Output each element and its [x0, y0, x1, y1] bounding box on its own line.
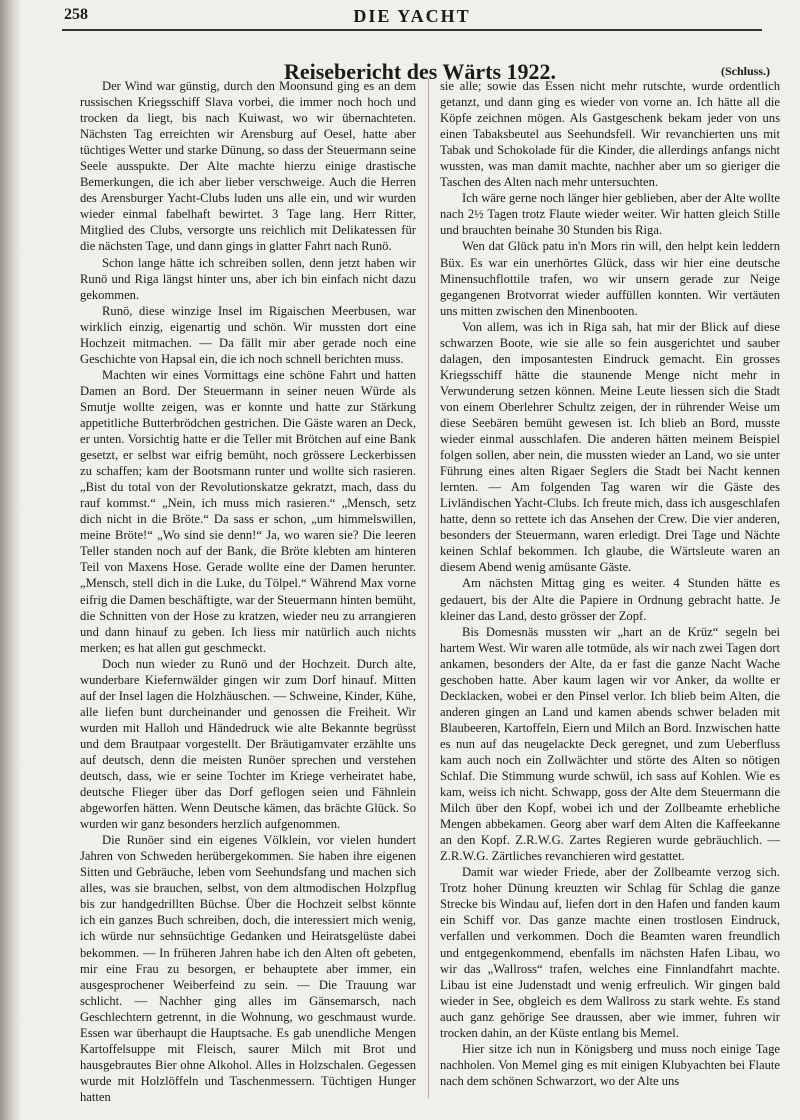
left-column [80, 78, 416, 1105]
paragraph: Wen dat Glück patu in'n Mors rin will, den helpt kein leddern Büx. Es war ein unerhörtes Glück, dass wir hier eine deutsche Minensuchflottile trafen, wo wir unsern gerade zur Neige gegangenen Brotvorrat wieder auffüllen konnten. Wir vertäuten uns mitten zwischen den Minenbooten. [440, 239, 780, 318]
paragraph: Hier sitze ich nun in Königsberg und muss noch einige Tage nachholen. Von Memel ging es mit einigen Klubyachten bei Flaute nach dem schönen Schwarzort, wo der Alte uns [440, 1041, 780, 1088]
paragraph: Der Wind war günstig, durch den Moonsund ging es an dem russischen Kriegsschiff Slava vorbei, die immer noch hoch und trocken da liegt, bis nach Kuiwast, wo wir übernachteten. Nächsten Tag erreichten wir Arensburg auf Oesel, hatte aber tüchtiges Wetter und starke Dünung, so dass der Steuermann seine Seele ausspukte. Der Alte machte hierzu einige drastische Bemerkungen, die ich aber lieber verschweige. Auch die Herren des Arensburger Yacht-Clubs luden uns alle ein, und wir wurden wieder einmal fabelhaft bewirtet. 3 Tage lang. Herr Ritter, Mitglied des Clubs, versorgte uns reichlich mit Delikatessen für die nächsten Tage, und dann gings in glatter Fahrt nach Runö. [80, 79, 416, 254]
page-spine-shadow [0, 0, 22, 1120]
paragraph: Damit war wieder Friede, aber der Zollbeamte verzog sich. Trotz hoher Dünung kreuzten wir Schlag für Schlag die ganze Strecke bis Windau auf, liefen dort in den Hafen und fanden kaum ein Schiff vor. Das ganze machte einen trostlosen Eindruck, verfallen und verkommen. Doch die Beamten waren freundlich und entgegenkommend, ebenfalls im nächsten Hafen Libau, wo wir das „Wallross“ trafen, welches eine Finnlandfahrt machte. Libau ist eine Judenstadt und wenig erfreulich. Wir gingen bald wieder in See, obgleich es dem Wallross zu stark wehte. Es stand auch ganz gehörige See draussen, aber wie immer, fuhren wir trocken dahin, an der Küste entlang bis Memel. [440, 865, 780, 1040]
article-title: Reisebericht des Wärts 1922. [283, 58, 557, 84]
paragraph: Schon lange hätte ich schreiben sollen, denn jetzt haben wir Runö und Riga längst hinter uns, aber ich bin einfach nicht dazu gekommen. [80, 255, 416, 302]
paragraph: Doch nun wieder zu Runö und der Hochzeit. Durch alte, wunderbare Kiefernwälder gingen wir zum Dorf hinauf. Mitten auf der Insel lagen die Holzhäuschen. — Schweine, Kinder, Kühe, alle liefen bunt durcheinander und genossen die Freiheit. Wir wurden mit Halloh und Händedruck wie alte Bekannte begrüsst und dem Brautpaar vorgestellt. Der Bräutigamvater erzählte uns auf deutsch, denn die meisten Runöer sprechen und verstehen deutsch, dass, wie er seine Tochter im Kriege verheiratet habe, deutsche Flieger über das Dorf geflogen seien und Fähnlein abgeworfen hätten. Wenn Deutsche kämen, das brächte Glück. So wurden wir ganz besonders herzlich aufgenommen. [80, 656, 416, 832]
paragraph: Von allem, was ich in Riga sah, hat mir der Blick auf diese schwarzen Boote, wie sie alle so fein ausgerichtet und sauber dalagen, den imposantesten Eindruck gemacht. Ein grosses Kriegsschiff hätte die staunende Menge nicht mehr in Verwunderung setzen können. Meine Leute liessen sich die Stadt von einem Oberlehrer Schultz zeigen, der in rührender Weise um diese Seebären bemüht gewesen ist. Ich blieb an Bord, musste wieder einmal ausschlafen. Die anderen hätten meinem Beispiel folgen sollen, aber nein, die mussten wieder an Land, wo sie unter Führung eines alten Rigaer Seglers die Stadt bei Nacht kennen lernten. — Am folgenden Tag waren wir die Gäste des Livländischen Yacht-Clubs. Ich freute mich, dass ich ausgeschlafen hatte, denn so rettete ich das Ansehen der Crew. Die vier anderen, besonders der Steuermann, waren erledigt. Drei Tage und Nächte keinen Schlaf bekommen. Ich glaube, die Wärtsleute waren an diesem Abend wenig amüsante Gäste. [440, 319, 780, 575]
running-head [64, 6, 760, 30]
page-number: 258 [64, 6, 88, 23]
paragraph-continued: sie alle; sowie das Essen nicht mehr rutschte, wurde ordentlich getanzt, und dann ging es wieder von vorne an. Ich hätte all die Köpfe zeichnen mögen. Als Gastgeschenk bekam jeder von uns einen Tabaksbeutel aus Seehundsfell. Wir revanchierten uns mit Tabak und Schokolade für die Kinder, die allerdings anfangs nicht wussten, was man damit machte, nachher aber um so gieriger die Taschen des Alten nach mehr untersuchten. [440, 79, 780, 190]
paragraph: Ich wäre gerne noch länger hier geblieben, aber der Alte wollte nach 2½ Tagen trotz Flaute wieder weiter. Wir hatten gleich Stille und brauchten beinahe 30 Stunden bis Riga. [440, 191, 780, 238]
paragraph: Bis Domesnäs mussten wir „hart an de Krüz“ segeln bei hartem West. Wir waren alle totmüde, als wir nach zwei Tagen dort ankamen, besonders der Alte, da er fast die ganze Nacht Wache geschoben hatte. Aber kaum lagen wir vor Anker, da wollte er Decklacken, wobei er den Pinsel verlor. Ich blieb beim Alten, die anderen gingen an Land und kamen abends schwer beladen mit Blaubeeren, Kartoffeln, Eiern und Milch an Bord. Inzwischen hatte es nun auf das neugelackte Deck geregnet, und zum Ueberfluss kam auch noch ein Zollwächter und störte des Alten so nötigen Schlaf. Die Stimmung wurde schwül, ich sass auf Kohlen. Wie es kam, weiss ich nicht. Schwapp, goss der Alte dem Steuermann die Milch über den Kopf, wobei ich und der Zollbeamte erhebliche Mengen abbekamen. Georg aber warf dem Alten die Kaffeekanne an den Kopf. Z.R.W.G. Zartes Regieren wurde gebräuchlich. — Z.R.W.G. Zärtliches revanchieren wird gestattet. [440, 624, 780, 864]
paragraph: Am nächsten Mittag ging es weiter. 4 Stunden hätte es gedauert, bis der Alte die Papiere in Ordnung gebracht hatte. Je kleiner das Land, desto grösser der Zopf. [440, 576, 780, 623]
column-divider [428, 78, 429, 1098]
journal-name: DIE YACHT [353, 6, 471, 26]
paragraph: Machten wir eines Vormittags eine schöne Fahrt und hatten Damen an Bord. Der Steuermann in seiner neuen Würde als Smutje wollte zeigen, was er konnte und hatte zur Stärkung appetitliche Butterbrödchen gestrichen. Die Gäste waren an Deck, er unten. Vorsichtig hatte er die Teller mit Brötchen auf eine Bank gesetzt, er selbst war eifrig bemüht, noch grössere Leckerbissen zu schaffen; kam der Bootsmann runter und wollte sich rasieren. „Bist du total von der Revolutionskatze gekratzt, mach, dass du rauf kommst.“ „Nein, ich muss mich rasieren.“ „Mensch, setz dich nicht in die Bröte.“ Da sass er schon, „um himmelswillen, meine Bröte!“ „Wo sind sie denn!“ Ja, wo waren sie? Die leeren Teller standen noch auf der Bank, die Bröte klebten am hinteren Teil von Maxens Hose. Gerade wollte eine der Damen herunter. „Mensch, stell dich in die Luke, du Tölpel.“ Während Max vorne eifrig die Damen beschäftigte, war der Steuermann hinten bemüht, die Schnitten von der Hose zu kratzen, wieder neu zu arrangieren und dann hinauf zu geben. Ich liess mir natürlich auch nichts merken; es hat allen gut geschmeckt. [80, 367, 416, 655]
paragraph: Die Runöer sind ein eigenes Völklein, vor vielen hundert Jahren von Schweden herübergekommen. Sie haben ihre eigenen Sitten und Gebräuche, leben vom Seehundsfang und machen sich alles, was sie brauchen, selbst, von dem altmodischen Holzpflug bis zur handgedrillten Büchse. Über die Hochzeit selbst könnte ich ein ganzes Buch schreiben, doch, die interessiert mich wenig, ich würde nur sehnsüchtige Gedanken und Heiratsgelüste dabei bekommen. — In früheren Jahren habe ich den Alten oft gebeten, mir eine Frau zu besorgen, er behauptete aber immer, ein ausgesprochener Weiberfeind zu sein. — Die Trauung war schlicht. — Nachher ging alles im Gänsemarsch, nach Geschlechtern getrennt, in die Wohnung, wo geschmaust wurde. Essen war überhaupt die Hauptsache. Es gab unendliche Mengen Kartoffelsuppe mit Fleisch, saurer Milch mit Brot und hausgebrautes Bier ohne Alkohol. Alles in Holzschalen. Gegessen wurde mit Holzlöffeln und Taschenmessern. Tüchtigen Hunger hatten [80, 833, 416, 1104]
right-column [440, 78, 780, 1089]
paragraph: Runö, diese winzige Insel im Rigaischen Meerbusen, war wirklich einzig, eigenartig und schön. Wir mussten dort eine Hochzeit mitmachen. — Da fällt mir aber gerade noch eine Geschichte von Hapsal ein, die ich noch schnell berichten muss. [80, 303, 416, 366]
article-continuation-note: (Schluss.) [720, 64, 770, 78]
header-rule [62, 29, 762, 31]
